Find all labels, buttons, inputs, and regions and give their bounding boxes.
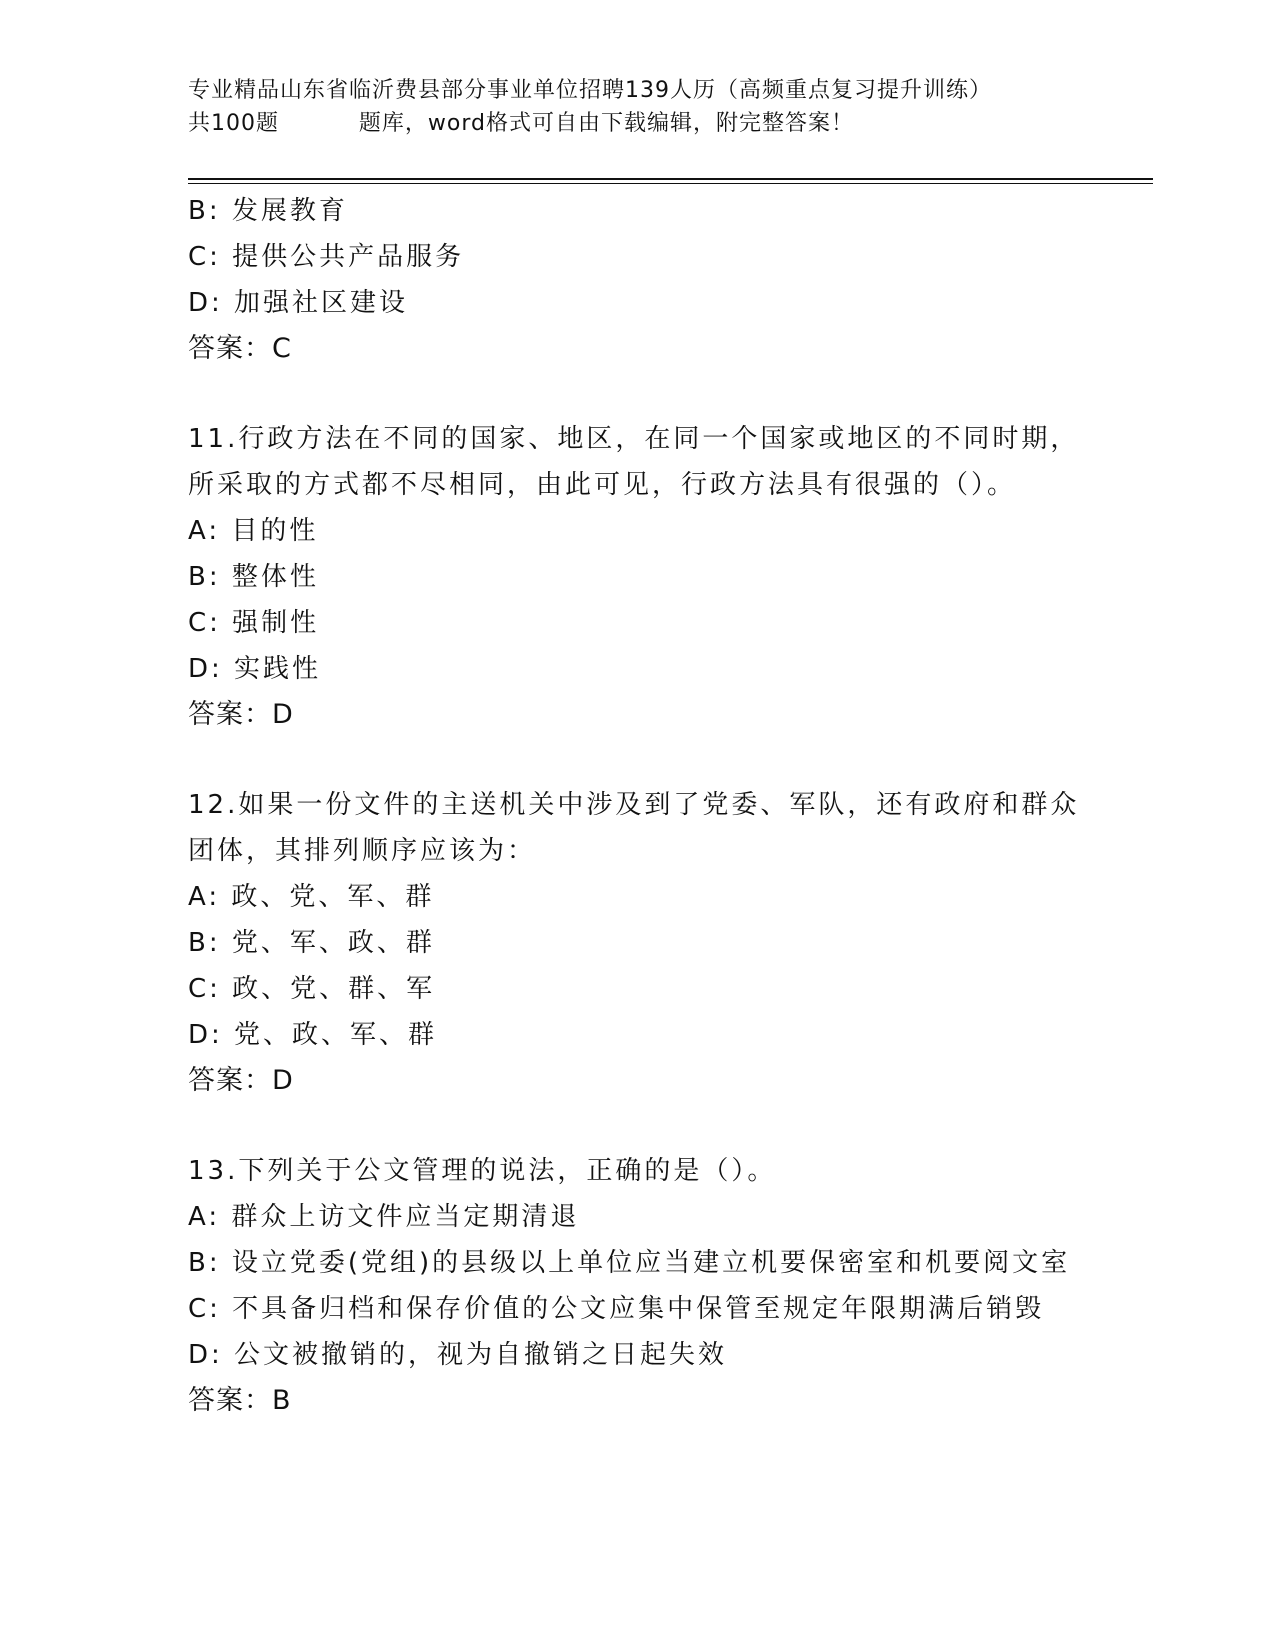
header-divider-thin <box>188 183 1153 184</box>
option-c: C: 提供公共产品服务 <box>188 242 465 272</box>
question-block-11 <box>188 416 1138 738</box>
header-title-line1: 专业精品山东省临沂费县部分事业单位招聘139人历（高频重点复习提升训练） <box>188 78 992 103</box>
option-b: B: 设立党委(党组)的县级以上单位应当建立机要保密室和机要阅文室 <box>188 1248 1071 1278</box>
option-d: D: 公文被撤销的，视为自撤销之日起失效 <box>188 1340 728 1370</box>
question-text: 12.如果一份文件的主送机关中涉及到了党委、军队，还有政府和群众 <box>188 790 1080 820</box>
option-b: B: 发展教育 <box>188 196 348 226</box>
question-block-13 <box>188 1148 1138 1424</box>
question-text: 11.行政方法在不同的国家、地区，在同一个国家或地区的不同时期， <box>188 424 1080 454</box>
option-d: D: 党、政、军、群 <box>188 1020 438 1050</box>
answer-line: 答案：D <box>188 699 294 730</box>
question-block-12 <box>188 782 1138 1104</box>
option-c: C: 不具备归档和保存价值的公文应集中保管至规定年限期满后销毁 <box>188 1294 1045 1324</box>
option-c: C: 政、党、群、军 <box>188 974 436 1004</box>
option-b: B: 整体性 <box>188 562 319 592</box>
option-a: A: 政、党、军、群 <box>188 882 435 912</box>
document-header <box>188 74 1088 140</box>
option-a: A: 目的性 <box>188 516 319 546</box>
option-a: A: 群众上访文件应当定期清退 <box>188 1202 580 1232</box>
option-d: D: 实践性 <box>188 654 322 684</box>
question-text-continued: 所采取的方式都不尽相同，由此可见，行政方法具有很强的（）。 <box>188 470 1017 500</box>
option-c: C: 强制性 <box>188 608 320 638</box>
header-title-line2: 共100题 题库，word格式可自由下载编辑，附完整答案！ <box>188 111 855 136</box>
question-text: 13.下列关于公文管理的说法，正确的是（）。 <box>188 1156 777 1186</box>
question-text-continued: 团体，其排列顺序应该为： <box>188 836 537 866</box>
option-d: D: 加强社区建设 <box>188 288 409 318</box>
answer-line: 答案：C <box>188 333 292 364</box>
option-b: B: 党、军、政、群 <box>188 928 435 958</box>
document-content <box>188 188 1138 1424</box>
answer-line: 答案：B <box>188 1385 292 1416</box>
header-divider-thick <box>188 178 1153 180</box>
question-block-previous <box>188 188 1138 372</box>
answer-line: 答案：D <box>188 1065 294 1096</box>
